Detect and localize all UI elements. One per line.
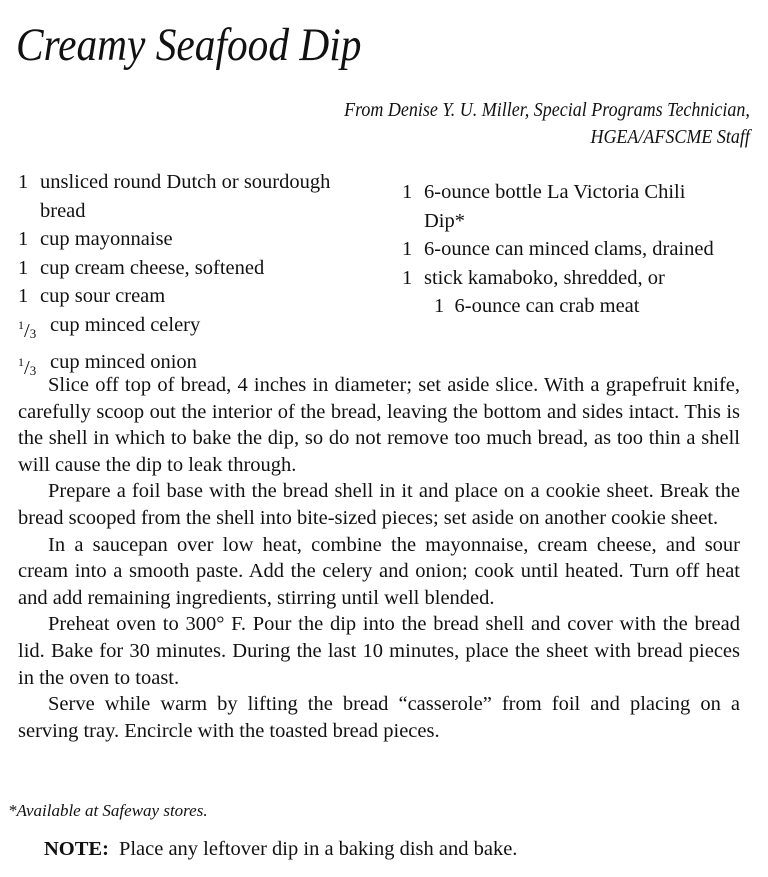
direction-paragraph: Prepare a foil base with the bread shell in it and place on a cookie sheet. Break the bread scooped from the shell into bite-sized pieces; set aside on another cookie sheet. <box>18 480 740 529</box>
ingredient-text: cup cream cheese, softened <box>40 256 265 279</box>
ingredient-quantity-fraction: $^1/_3$ <box>18 317 37 342</box>
recipe-title: Creamy Seafood Dip <box>16 19 362 71</box>
ingredient-item <box>402 235 742 264</box>
fraction-denominator: 3 <box>29 363 37 378</box>
fraction-denominator: 3 <box>29 325 37 341</box>
ingredient-alternative: 1 6-ounce can crab meat <box>434 295 640 317</box>
note-text: Place any leftover dip in a baking dish and bake. <box>118 838 518 860</box>
ingredient-item <box>18 311 378 349</box>
ingredients-list-left <box>18 168 378 386</box>
recipe-directions <box>18 372 740 744</box>
ingredient-item <box>18 225 378 254</box>
ingredient-quantity: 1 <box>18 256 29 279</box>
ingredient-text: cup minced onion <box>50 351 197 373</box>
fraction-numerator: 1 <box>18 355 24 369</box>
note-label: NOTE: <box>44 838 109 860</box>
ingredient-text <box>424 264 742 321</box>
ingredient-quantity: 1 <box>402 266 413 289</box>
ingredient-text: unsliced round Dutch or sourdough bread <box>40 171 331 222</box>
fraction-numerator: 1 <box>18 317 24 332</box>
direction-paragraph: Preheat oven to 300° F. Pour the dip into the bread shell and cover with the bread lid. Bake for 30 minutes. During the last 10 minutes, place the sheet with bread pieces in the oven to toast. <box>18 613 740 689</box>
ingredient-quantity: 1 <box>18 171 29 193</box>
ingredient-item <box>18 254 378 283</box>
ingredient-item <box>18 282 378 311</box>
ingredient-text: 6-ounce bottle La Victoria Chili Dip* <box>424 181 686 232</box>
ingredient-text: cup mayonnaise <box>40 228 173 250</box>
ingredient-text: 6-ounce can minced clams, drained <box>424 238 714 260</box>
ingredient-text: cup sour cream <box>40 285 166 307</box>
ingredients-list-right <box>402 178 742 321</box>
ingredient-item <box>402 264 742 321</box>
attribution-line-2: HGEA/AFSCME Staff <box>590 126 750 148</box>
ingredient-quantity: 1 <box>18 228 29 250</box>
direction-paragraph: Serve while warm by lifting the bread “casserole” from foil and placing on a serving tray. Encircle with the toasted bread pieces. <box>18 693 740 742</box>
ingredient-item <box>402 178 742 235</box>
ingredient-quantity-fraction: $^1/_3$ <box>18 355 37 379</box>
direction-paragraph: Slice off top of bread, 4 inches in diameter; set aside slice. With a grapefruit knife, carefully scoop out the interior of the bread, leaving the bottom and sides intact. This is the shell in which to bake the dip, so do not remove too much bread, as too thin a shell will cause the dip to leak through. <box>18 374 740 476</box>
ingredient-quantity: 1 <box>18 285 29 307</box>
direction-paragraph: In a saucepan over low heat, combine the mayonnaise, cream cheese, and sour cream into a smooth paste. Add the celery and onion; cook until heated. Turn off heat and add remaining ingredients, stirring until well blended. <box>18 533 740 609</box>
ingredient-quantity: 1 <box>402 181 413 203</box>
attribution-line-1: From Denise Y. U. Miller, Special Programs Technician, <box>344 99 750 121</box>
ingredient-text: cup minced celery <box>50 313 201 336</box>
recipe-note <box>44 838 517 861</box>
ingredient-item <box>18 168 378 225</box>
ingredient-quantity: 1 <box>402 238 413 260</box>
ingredient-main: stick kamaboko, shredded, or <box>424 266 665 289</box>
footnote: *Available at Safeway stores. <box>8 801 208 820</box>
recipe-attribution <box>299 97 750 151</box>
